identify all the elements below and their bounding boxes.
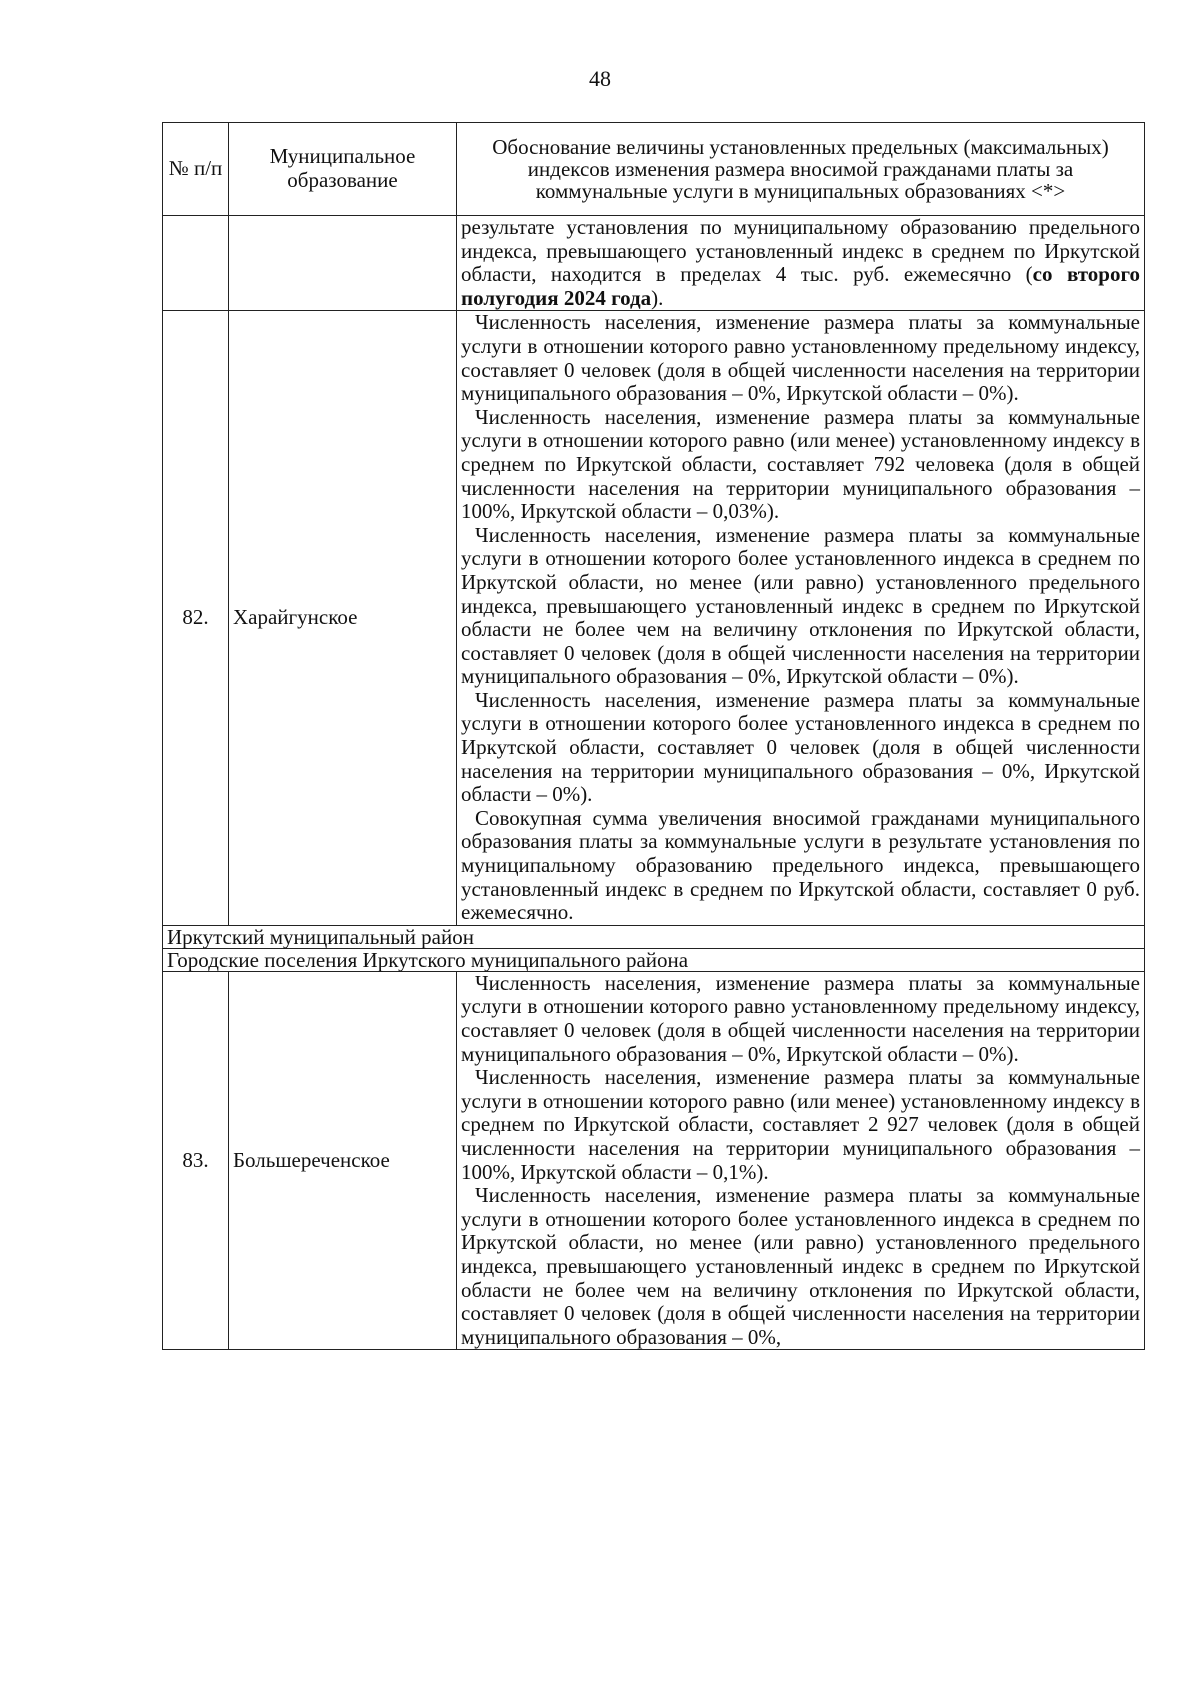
row-number: 83. — [163, 971, 229, 1350]
municipality-name: Харайгунское — [229, 311, 457, 925]
page-number: 48 — [589, 66, 611, 91]
district-heading: Иркутский муниципальный район — [163, 925, 1145, 948]
continuation-cell — [457, 216, 1145, 311]
district-row — [163, 925, 1145, 948]
subgroup-row — [163, 948, 1145, 971]
justification-paragraph: Совокупная сумма увеличения вносимой гражданами муниципального образования платы за коммунальные услуги в результате установления по муниципальному образованию предельного индекса, превышающего установленный индекс в среднем по Иркутской области, составляет 0 руб. ежемесячно. — [461, 805, 1140, 925]
continuation-text: результате установления по муниципальному образованию предельного индекса, превышающего установленный индекс в среднем по Иркутской области, находится в пределах 4 тыс. руб. ежемесячно ( — [461, 215, 1140, 287]
table-header-row — [163, 123, 1145, 216]
justification-paragraph: Численность населения, изменение размера платы за коммунальные услуги в отношении которого равно (или менее) установленному индексу в среднем по Иркутской области, составляет 2 927 человек (доля в общей численности населения на территории муниципального образования – 100%, Иркутской области – 0,1%). — [461, 1065, 1140, 1184]
continuation-bold: со второго полугодия 2024 года — [461, 262, 1140, 310]
continuation-row — [163, 216, 1145, 311]
justification-paragraph: Численность населения, изменение размера платы за коммунальные услуги в отношении которого более установленного индекса в среднем по Иркутской области, но менее (или равно) установленного предельного индекса, превышающего установленный индекс в среднем по Иркутской области не более чем на величину отклонения по Иркутской области, составляет 0 человек (доля в общей численности населения на территории муниципального образования – 0%, — [461, 1183, 1140, 1349]
justification-cell — [457, 311, 1145, 925]
table-row — [163, 971, 1145, 1350]
row-number: 82. — [163, 311, 229, 925]
header-municipality: Муниципальное образование — [229, 123, 457, 216]
continuation-tail: ). — [651, 285, 664, 310]
index-justification-table — [162, 122, 1145, 1350]
justification-paragraph: Численность населения, изменение размера платы за коммунальные услуги в отношении которого равно (или менее) установленному индексу в среднем по Иркутской области, составляет 792 человека (доля в общей численности населения на территории муниципального образования – 100%, Иркутской области – 0,03%). — [461, 404, 1140, 524]
justification-paragraph: Численность населения, изменение размера платы за коммунальные услуги в отношении которого более установленного индекса в среднем по Иркутской области, но менее (или равно) установленного предельного индекса, превышающего установленный индекс в среднем по Иркутской области не более чем на величину отклонения по Иркутской области, составляет 0 человек (доля в общей численности населения на территории муниципального образования – 0%, Иркутской области – 0%). — [461, 522, 1140, 689]
header-justification: Обоснование величины установленных предельных (максимальных) индексов изменения размера вносимой гражданами платы за коммунальные услуги в муниципальных образованиях <*> — [457, 123, 1145, 216]
municipality-name: Большереченское — [229, 971, 457, 1350]
justification-cell — [457, 971, 1145, 1350]
subgroup-heading: Городские поселения Иркутского муниципального района — [163, 948, 1145, 971]
table-row — [163, 311, 1145, 925]
justification-paragraph: Численность населения, изменение размера платы за коммунальные услуги в отношении которого более установленного индекса в среднем по Иркутской области, составляет 0 человек (доля в общей численности населения на территории муниципального образования – 0%, Иркутской области – 0%). — [461, 687, 1140, 807]
justification-paragraph: Численность населения, изменение размера платы за коммунальные услуги в отношении которого равно установленному предельному индексу, составляет 0 человек (доля в общей численности населения на территории муниципального образования – 0%, Иркутской области – 0%). — [461, 970, 1140, 1066]
justification-paragraph: Численность населения, изменение размера платы за коммунальные услуги в отношении которого равно установленному предельному индексу, составляет 0 человек (доля в общей численности населения на территории муниципального образования – 0%, Иркутской области – 0%). — [461, 310, 1140, 406]
header-number: № п/п — [163, 123, 229, 216]
